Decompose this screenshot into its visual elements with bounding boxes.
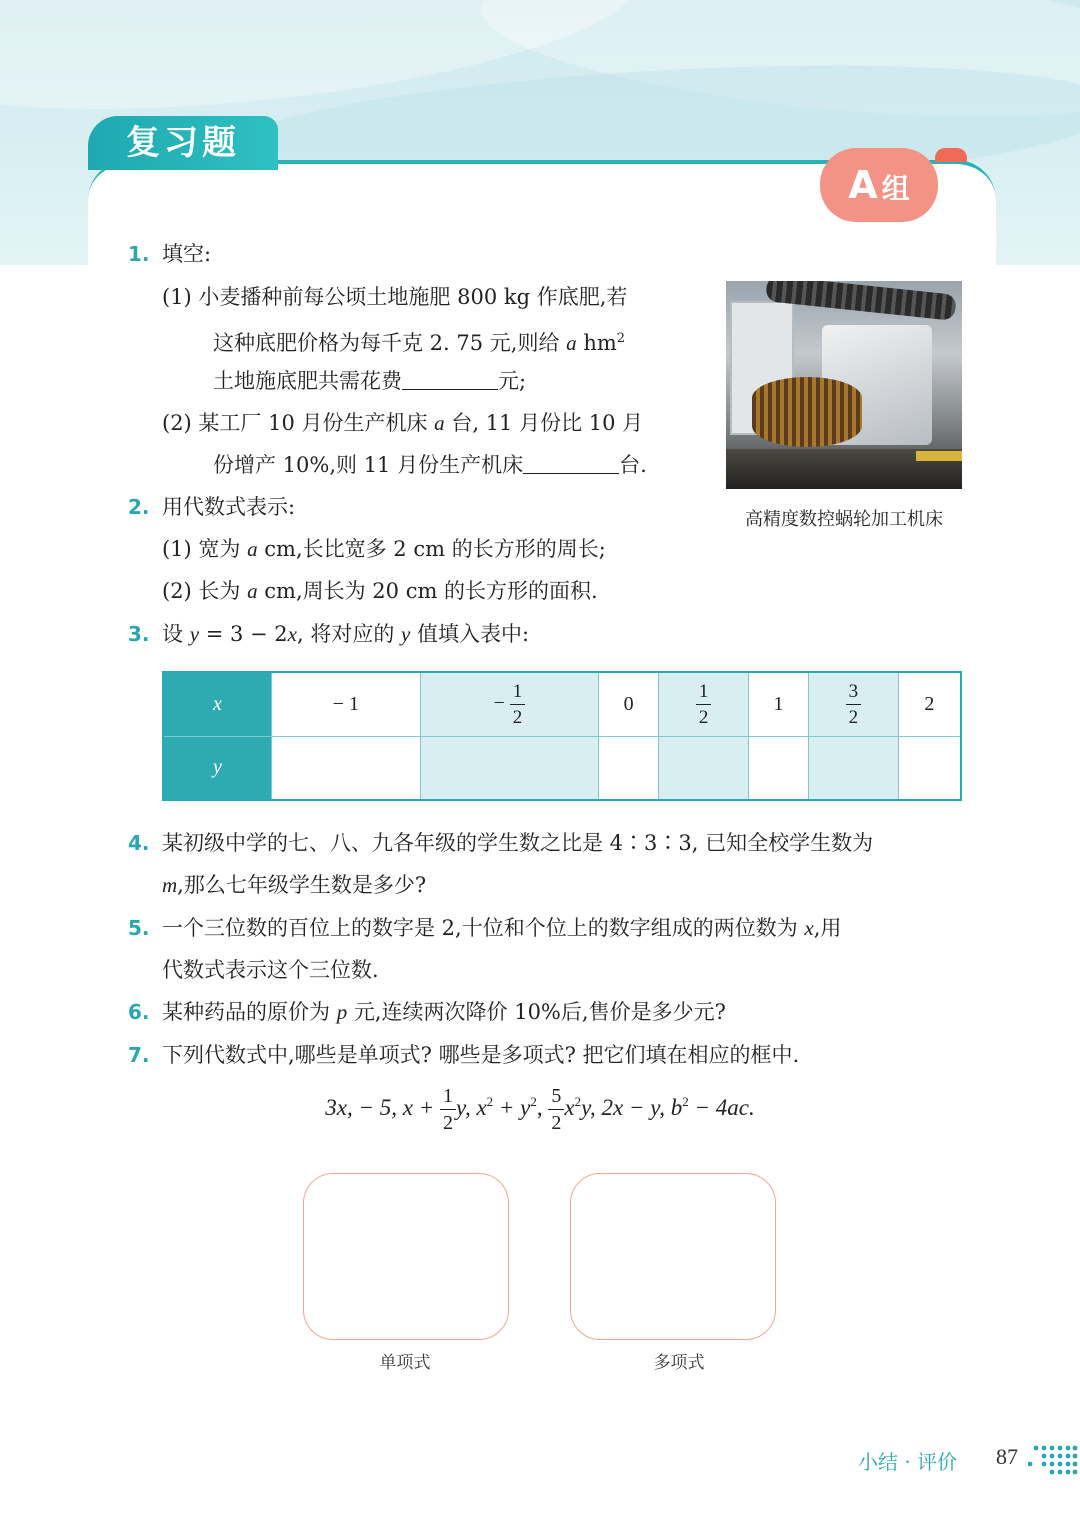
question-1-part-2-line-1: (2) 某工厂 10 月份生产机床 a 台, 11 月份比 10 月: [162, 411, 644, 435]
x-cell: $\frac{3}{2}$: [808, 672, 898, 736]
x-cell: 0: [599, 672, 659, 736]
x-cell: 1: [749, 672, 809, 736]
x-cell: $\frac{1}{2}$: [659, 672, 749, 736]
monomial-label: 单项式: [379, 1353, 431, 1373]
question-5-line-2: 代数式表示这个三位数.: [162, 958, 379, 982]
answer-blank[interactable]: [402, 367, 498, 390]
question-1-title: 1. 填空:: [128, 242, 212, 266]
question-1-part-1-line-1: (1) 小麦播种前每公顷土地施肥 800 kg 作底肥,若: [162, 285, 628, 309]
section-title: 复习题: [88, 116, 278, 170]
question-4-line-2: m,那么七年级学生数是多少?: [162, 873, 427, 897]
machine-tool-photo: [726, 281, 962, 489]
question-2-part-1: (1) 宽为 a cm,长比宽多 2 cm 的长方形的周长;: [162, 537, 606, 561]
question-7: 7. 下列代数式中,哪些是单项式? 哪些是多项式? 把它们填在相应的框中.: [128, 1043, 800, 1067]
question-2-title: 2. 用代数式表示:: [128, 495, 296, 519]
monomial-box[interactable]: [303, 1173, 509, 1340]
question-1-part-1-line-2: 这种底肥价格为每千克 2. 75 元,则给 a $hm^2$: [213, 331, 626, 355]
y-header: y: [163, 736, 272, 800]
photo-caption: 高精度数控蜗轮加工机床: [745, 509, 943, 530]
page-number: 87: [996, 1444, 1018, 1469]
y-cell[interactable]: [272, 736, 421, 800]
answer-blank[interactable]: [523, 451, 619, 474]
polynomial-label: 多项式: [653, 1353, 705, 1373]
question-2-part-2: (2) 长为 a cm,周长为 20 cm 的长方形的面积.: [162, 579, 598, 603]
group-badge: A 组: [820, 148, 938, 222]
x-cell: 2: [898, 672, 961, 736]
y-cell[interactable]: [659, 736, 749, 800]
expression-list: 3x, − 5, x + $\frac{1}{2}$ y, $x^2 + y^2$, $\frac{5}{2}$ $x^2y$, 2x − y, $b^2 - 4ac$.: [325, 1085, 755, 1134]
y-cell[interactable]: [749, 736, 809, 800]
question-4-line-1: 4. 某初级中学的七、八、九各年级的学生数之比是 4∶3∶3, 已知全校学生数为: [128, 831, 874, 855]
x-cell: − 1: [272, 672, 421, 736]
question-5-line-1: 5. 一个三位数的百位上的数字是 2,十位和个位上的数字组成的两位数为 x,用: [128, 916, 842, 940]
question-3: 3. 设 y = 3 − 2x, 将对应的 y 值填入表中:: [128, 622, 530, 646]
y-cell[interactable]: [808, 736, 898, 800]
y-cell[interactable]: [599, 736, 659, 800]
polynomial-box[interactable]: [570, 1173, 776, 1340]
footer-section-label: 小结 · 评价: [858, 1450, 958, 1474]
question-1-part-1-line-3: 土地施底肥共需花费 元;: [213, 369, 527, 393]
value-table: [162, 671, 962, 801]
y-cell[interactable]: [898, 736, 961, 800]
question-1-part-2-line-2: 份增产 10%,则 11 月份生产机床 台.: [213, 453, 647, 477]
y-cell[interactable]: [420, 736, 599, 800]
question-6: 6. 某种药品的原价为 p 元,连续两次降价 10%后,售价是多少元?: [128, 1000, 726, 1024]
dot-grid-icon: [1028, 1442, 1078, 1478]
badge-decoration: [935, 148, 967, 162]
x-cell: − $\frac{1}{2}$: [420, 672, 599, 736]
x-header: x: [163, 672, 272, 736]
